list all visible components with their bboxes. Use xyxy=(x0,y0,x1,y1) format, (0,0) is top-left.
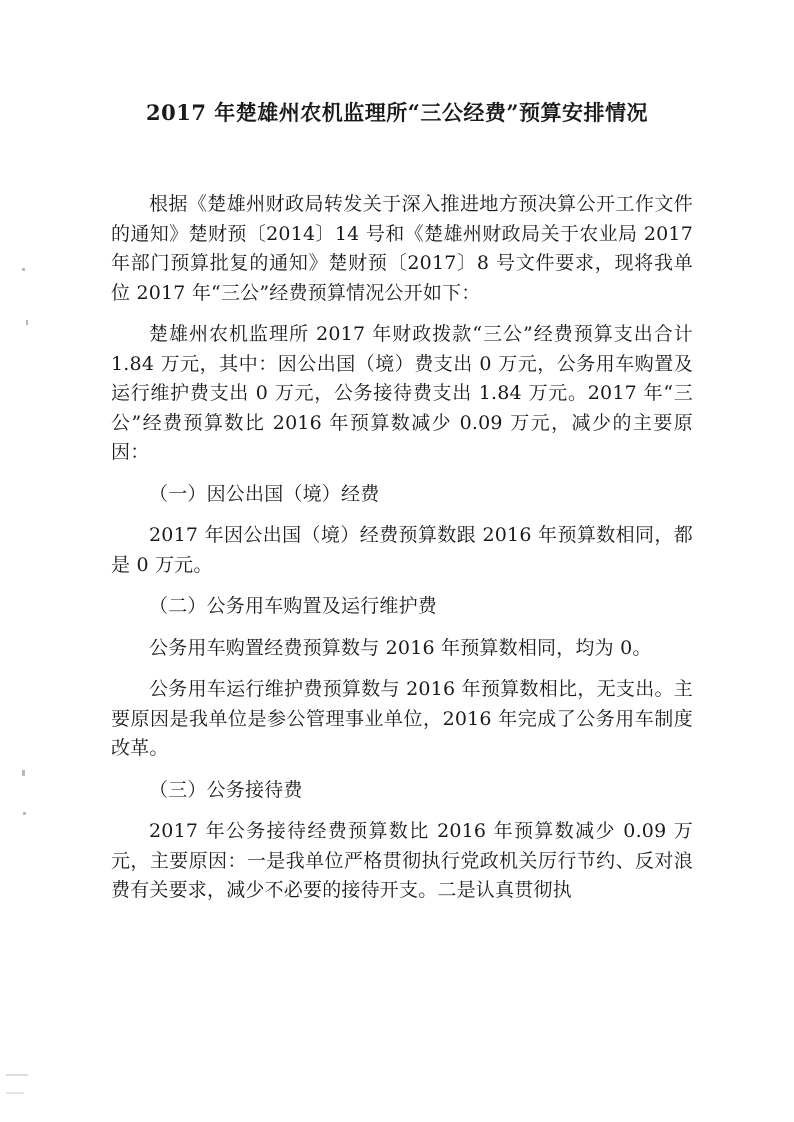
paragraph-overseas: 2017 年因公出国（境）经费预算数跟 2016 年预算数相同，都是 0 万元。 xyxy=(111,524,693,576)
scan-speck xyxy=(23,812,26,815)
scan-speck xyxy=(26,320,28,325)
section-heading-overseas: （一）因公出国（境）经费 xyxy=(149,482,380,505)
paragraph-vehicle-purchase: 公务用车购置经费预算数与 2016 年预算数相同，均为 0。 xyxy=(149,636,652,659)
document-title: 2017 年楚雄州农机监理所“三公经费”预算安排情况 xyxy=(146,100,648,125)
scan-speck xyxy=(6,1092,24,1094)
scan-speck xyxy=(6,1074,28,1076)
paragraph-intro: 根据《楚雄州财政局转发关于深入推进地方预决算公开工作文件的通知》楚财预〔2014〕14 号和《楚雄州财政局关于农业局 2017 年部门预算批复的通知》楚财预〔2017〕8 号文件要求，现将我单位 2017 年“三公”经费预算情况公开如下： xyxy=(111,193,693,304)
document-body xyxy=(111,190,693,918)
section-heading-vehicles: （二）公务用车购置及运行维护费 xyxy=(149,595,438,617)
paragraph-reception: 2017 年公务接待经费预算数比 2016 年预算数减少 0.09 万元，主要原因：一是我单位严格贯彻执行党政机关厉行节约、反对浪费有关要求，减少不必要的接待开支。二是认真贯彻执 xyxy=(111,820,693,901)
section-heading-reception: （三）公务接待费 xyxy=(149,778,303,801)
paragraph-vehicle-maintenance: 公务用车运行维护费预算数与 2016 年预算数相比，无支出。主要原因是我单位是参公管理事业单位，2016 年完成了公务用车制度改革。 xyxy=(111,678,693,759)
scan-speck xyxy=(22,268,25,271)
paragraph-summary: 楚雄州农机监理所 2017 年财政拨款“三公”经费预算支出合计 1.84 万元，其中：因公出国（境）费支出 0 万元，公务用车购置及运行维护费支出 0 万元，公务接待费支出 1.84 万元。2017 年“三公”经费预算数比 2016 年预算数减少 0.09 万元，减少的主要原因： xyxy=(111,323,693,463)
scan-speck xyxy=(22,770,25,776)
